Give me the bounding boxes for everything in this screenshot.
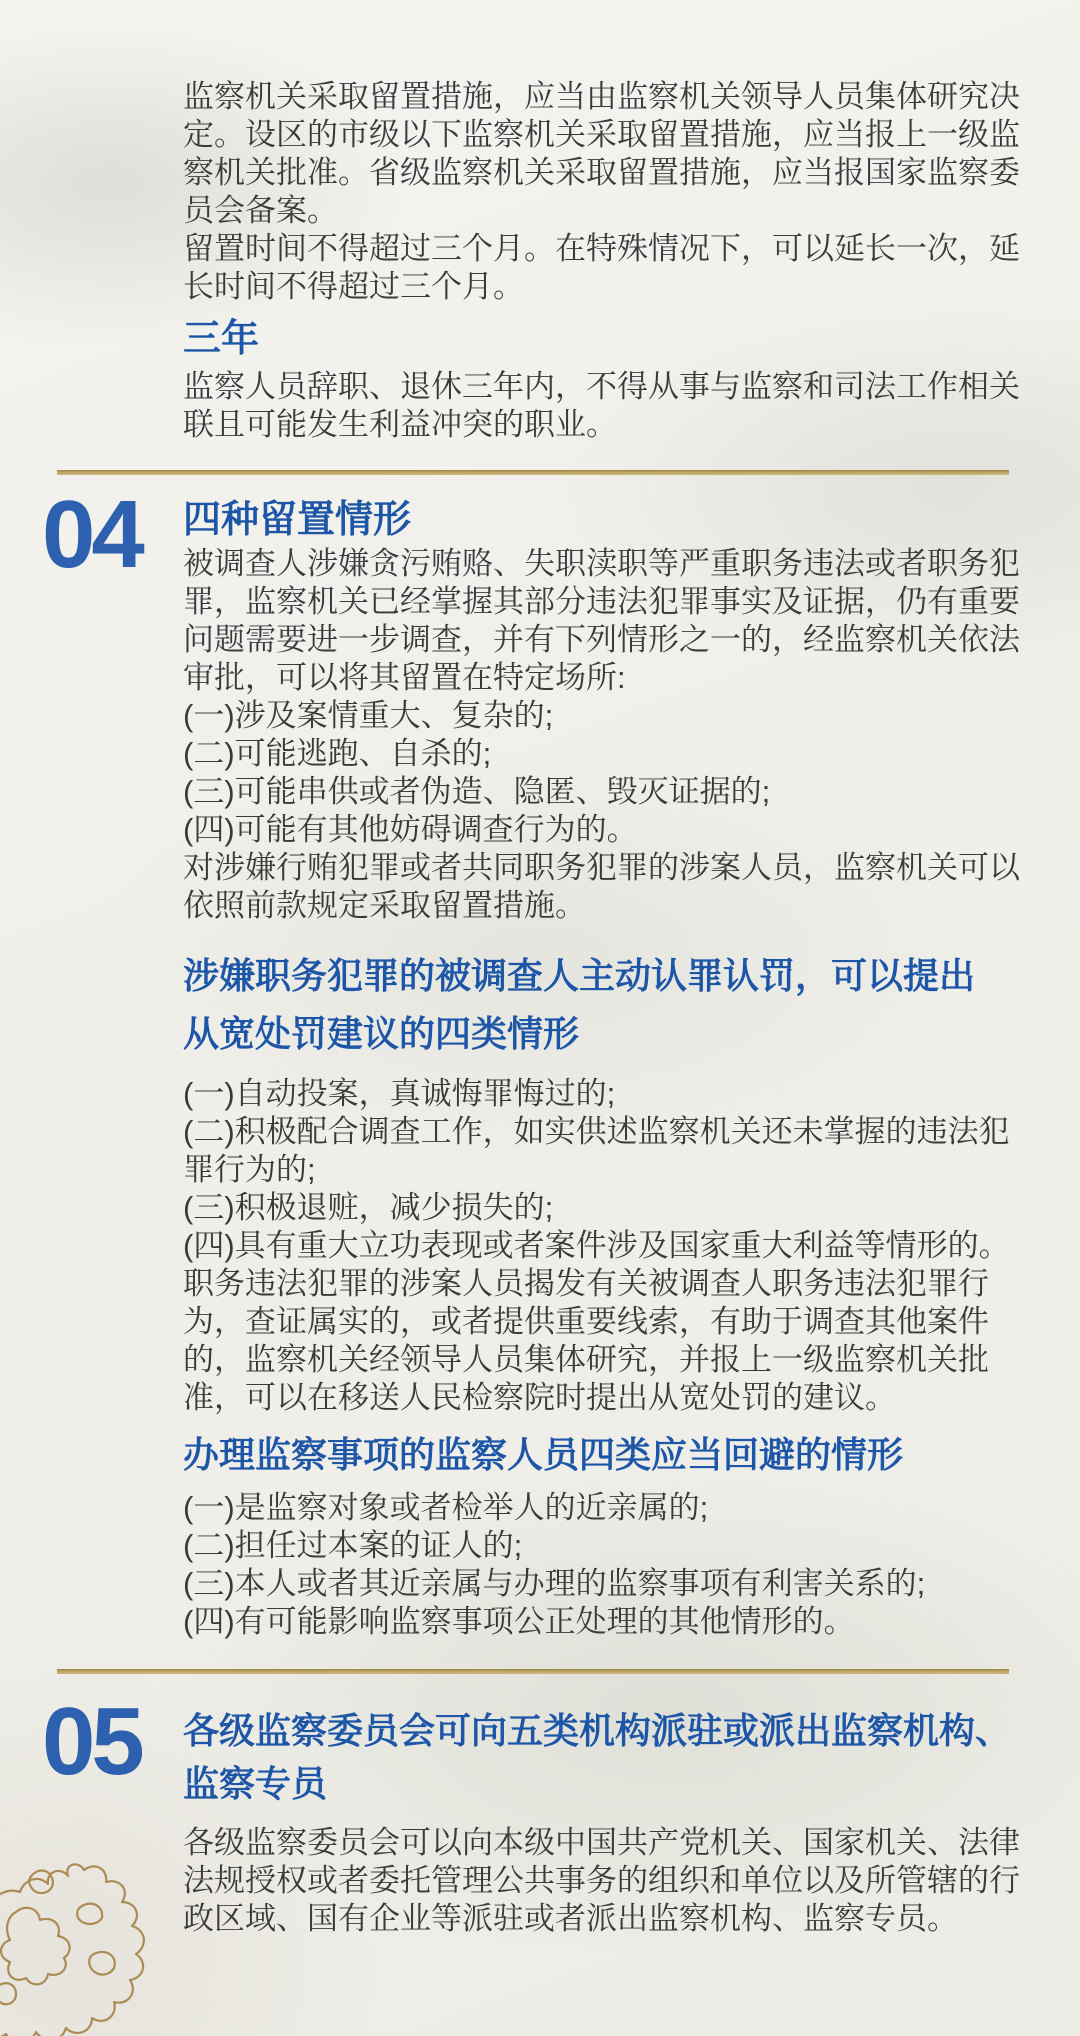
list-item-recusal-3: (三)本人或者其近亲属与办理的监察事项有利害关系的; [183, 1566, 926, 1601]
paragraph-liuzhi-approval: 监察机关采取留置措施，应当由监察机关领导人员集体研究决定。设区的市级以下监察机关采取留置措施，应当报上一级监察机关批准。省级监察机关采取留置措施，应当报国家监察委员会备案。 [183, 79, 1020, 228]
paragraph-three-years-rule: 监察人员辞职、退休三年内，不得从事与监察和司法工作相关联且可能发生利益冲突的职业。 [183, 369, 1020, 442]
list-item-leniency-4: (四)具有重大立功表现或者案件涉及国家重大利益等情形的。职务违法犯罪的涉案人员揭发有关被调查人职务违法犯罪行为，查证属实的，或者提供重要线索，有助于调查其他案件的，监察机关经领导人员集体研究，并报上一级监察机关批准，可以在移送人民检察院时提出从宽处罚的建议。 [183, 1228, 1010, 1415]
list-item-liuzhi-4: (四)可能有其他妨碍调查行为的。 [183, 812, 638, 847]
list-item-leniency-2: (二)积极配合调查工作，如实供述监察机关还未掌握的违法犯罪行为的; [183, 1114, 1010, 1187]
list-item-liuzhi-1: (一)涉及案情重大、复杂的; [183, 698, 554, 733]
section-number-05: 05 [42, 1688, 141, 1795]
heading-leniency-four-situations: 涉嫌职务犯罪的被调查人主动认罪认罚，可以提出从宽处罚建议的四类情形 [183, 955, 976, 1054]
section-divider-1 [57, 470, 1009, 475]
list-item-recusal-1: (一)是监察对象或者检举人的近亲属的; [183, 1490, 709, 1525]
paragraph-liuzhi-conditions-intro: 被调查人涉嫌贪污贿赂、失职渎职等严重职务违法或者职务犯罪，监察机关已经掌握其部分违法犯罪事实及证据，仍有重要问题需要进一步调查，并有下列情形之一的，经监察机关依法审批，可以将其留置在特定场所: [183, 546, 1020, 695]
section-03-continuation [183, 78, 1035, 444]
list-item-leniency-3: (三)积极退赃，减少损失的; [183, 1190, 554, 1225]
heading-four-liuzhi-situations: 四种留置情形 [183, 499, 412, 541]
heading-dispatch-five-organs: 各级监察委员会可向五类机构派驻或派出监察机构、监察专员 [183, 1710, 1012, 1804]
heading-three-years: 三年 [183, 318, 260, 360]
list-item-liuzhi-2: (二)可能逃跑、自杀的; [183, 736, 492, 771]
list-item-liuzhi-3: (三)可能串供或者伪造、隐匿、毁灭证据的; [183, 774, 771, 809]
section-number-04: 04 [42, 481, 141, 588]
section-divider-2 [57, 1669, 1009, 1674]
paragraph-liuzhi-duration: 留置时间不得超过三个月。在特殊情况下，可以延长一次，延长时间不得超过三个月。 [183, 231, 1020, 304]
section-04 [42, 481, 1035, 1641]
heading-recusal-four-situations: 办理监察事项的监察人员四类应当回避的情形 [183, 1434, 904, 1475]
list-item-leniency-1: (一)自动投案，真诚悔罪悔过的; [183, 1076, 616, 1111]
paragraph-dispatch-body: 各级监察委员会可以向本级中国共产党机关、国家机关、法律法规授权或者委托管理公共事务的组织和单位以及所管辖的行政区域、国有企业等派驻或者派出监察机构、监察专员。 [183, 1825, 1020, 1936]
section-05 [42, 1688, 1035, 1938]
content-column [42, 0, 1035, 1938]
paragraph-liuzhi-tail: 对涉嫌行贿犯罪或者共同职务犯罪的涉案人员，监察机关可以依照前款规定采取留置措施。 [183, 850, 1020, 923]
list-item-recusal-2: (二)担任过本案的证人的; [183, 1528, 523, 1563]
decorative-gold-outline-art [0, 1816, 266, 2036]
list-item-recusal-4: (四)有可能影响监察事项公正处理的其他情形的。 [183, 1604, 855, 1639]
